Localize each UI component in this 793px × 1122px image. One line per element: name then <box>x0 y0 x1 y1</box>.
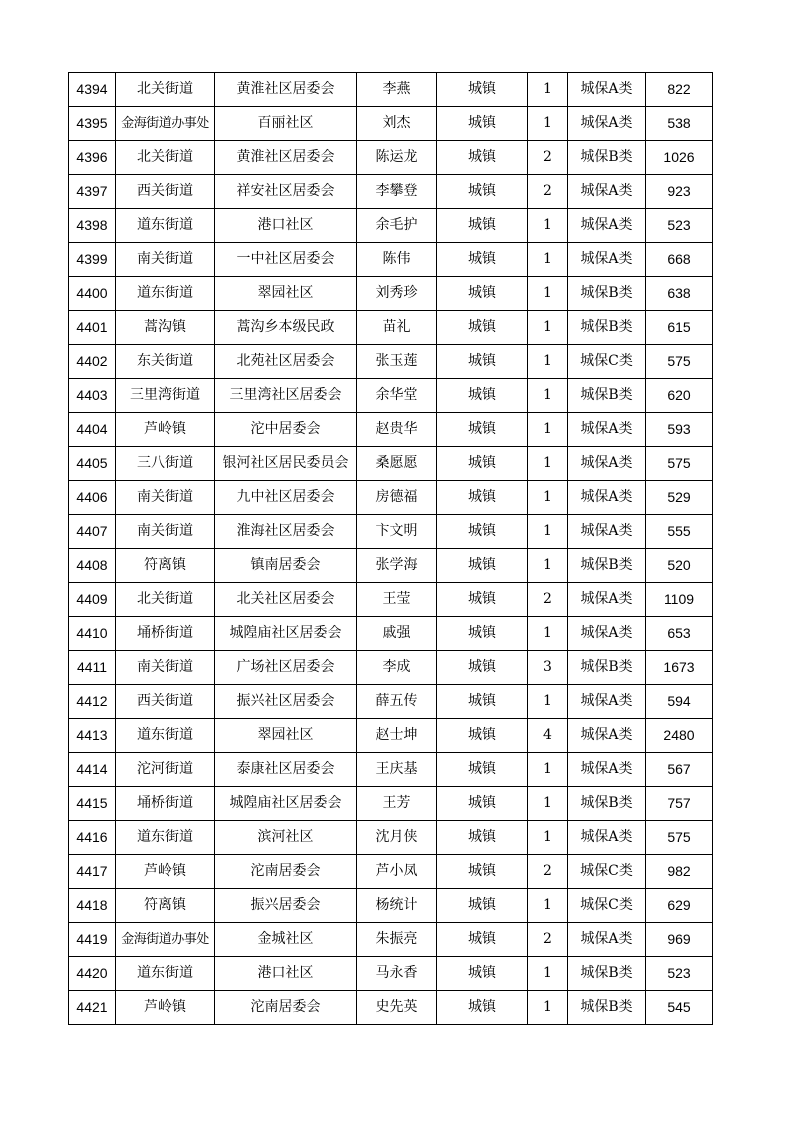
community-cell: 港口社区 <box>215 209 357 243</box>
category-cell: 城保B类 <box>568 311 646 345</box>
person-name-cell: 薛五传 <box>357 685 437 719</box>
table-row <box>69 73 713 107</box>
household-count-cell: 2 <box>528 855 568 889</box>
community-cell: 泰康社区居委会 <box>215 753 357 787</box>
area-type-cell: 城镇 <box>437 957 528 991</box>
row-id-cell: 4408 <box>69 549 116 583</box>
category-cell: 城保A类 <box>568 107 646 141</box>
person-name-cell: 赵士坤 <box>357 719 437 753</box>
person-name-cell: 马永香 <box>357 957 437 991</box>
category-cell: 城保A类 <box>568 413 646 447</box>
table-row <box>69 345 713 379</box>
table-row <box>69 617 713 651</box>
household-count-cell: 2 <box>528 141 568 175</box>
household-count-cell: 1 <box>528 311 568 345</box>
category-cell: 城保A类 <box>568 617 646 651</box>
amount-cell: 575 <box>646 447 713 481</box>
person-name-cell: 桑愿愿 <box>357 447 437 481</box>
category-cell: 城保B类 <box>568 277 646 311</box>
area-type-cell: 城镇 <box>437 889 528 923</box>
row-id-cell: 4420 <box>69 957 116 991</box>
amount-cell: 555 <box>646 515 713 549</box>
table-row <box>69 753 713 787</box>
street-cell: 金海街道办事处 <box>116 923 215 957</box>
row-id-cell: 4410 <box>69 617 116 651</box>
category-cell: 城保B类 <box>568 651 646 685</box>
area-type-cell: 城镇 <box>437 753 528 787</box>
table-row <box>69 311 713 345</box>
area-type-cell: 城镇 <box>437 209 528 243</box>
row-id-cell: 4414 <box>69 753 116 787</box>
street-cell: 埇桥街道 <box>116 617 215 651</box>
household-count-cell: 1 <box>528 447 568 481</box>
amount-cell: 575 <box>646 345 713 379</box>
category-cell: 城保B类 <box>568 549 646 583</box>
community-cell: 一中社区居委会 <box>215 243 357 277</box>
row-id-cell: 4407 <box>69 515 116 549</box>
table-row <box>69 549 713 583</box>
area-type-cell: 城镇 <box>437 447 528 481</box>
row-id-cell: 4409 <box>69 583 116 617</box>
amount-cell: 1673 <box>646 651 713 685</box>
area-type-cell: 城镇 <box>437 73 528 107</box>
street-cell: 南关街道 <box>116 515 215 549</box>
community-cell: 城隍庙社区居委会 <box>215 617 357 651</box>
amount-cell: 593 <box>646 413 713 447</box>
amount-cell: 629 <box>646 889 713 923</box>
street-cell: 西关街道 <box>116 685 215 719</box>
row-id-cell: 4397 <box>69 175 116 209</box>
category-cell: 城保C类 <box>568 345 646 379</box>
street-cell: 道东街道 <box>116 957 215 991</box>
category-cell: 城保A类 <box>568 481 646 515</box>
amount-cell: 1026 <box>646 141 713 175</box>
household-count-cell: 2 <box>528 583 568 617</box>
person-name-cell: 陈伟 <box>357 243 437 277</box>
amount-cell: 653 <box>646 617 713 651</box>
household-count-cell: 1 <box>528 345 568 379</box>
table-row <box>69 923 713 957</box>
street-cell: 三八街道 <box>116 447 215 481</box>
community-cell: 滨河社区 <box>215 821 357 855</box>
street-cell: 芦岭镇 <box>116 855 215 889</box>
amount-cell: 529 <box>646 481 713 515</box>
street-cell: 南关街道 <box>116 481 215 515</box>
area-type-cell: 城镇 <box>437 583 528 617</box>
category-cell: 城保C类 <box>568 889 646 923</box>
row-id-cell: 4417 <box>69 855 116 889</box>
row-id-cell: 4421 <box>69 991 116 1025</box>
street-cell: 道东街道 <box>116 277 215 311</box>
table-row <box>69 243 713 277</box>
community-cell: 三里湾社区居委会 <box>215 379 357 413</box>
category-cell: 城保B类 <box>568 991 646 1025</box>
table-row <box>69 447 713 481</box>
row-id-cell: 4394 <box>69 73 116 107</box>
area-type-cell: 城镇 <box>437 277 528 311</box>
household-count-cell: 1 <box>528 957 568 991</box>
amount-cell: 523 <box>646 957 713 991</box>
amount-cell: 2480 <box>646 719 713 753</box>
table-row <box>69 515 713 549</box>
person-name-cell: 余华堂 <box>357 379 437 413</box>
row-id-cell: 4399 <box>69 243 116 277</box>
table-row <box>69 889 713 923</box>
row-id-cell: 4418 <box>69 889 116 923</box>
category-cell: 城保A类 <box>568 243 646 277</box>
table-row <box>69 209 713 243</box>
street-cell: 埇桥街道 <box>116 787 215 821</box>
street-cell: 北关街道 <box>116 141 215 175</box>
table-row <box>69 787 713 821</box>
community-cell: 振兴社区居委会 <box>215 685 357 719</box>
community-cell: 沱中居委会 <box>215 413 357 447</box>
area-type-cell: 城镇 <box>437 141 528 175</box>
household-count-cell: 1 <box>528 277 568 311</box>
street-cell: 金海街道办事处 <box>116 107 215 141</box>
table-row <box>69 651 713 685</box>
household-count-cell: 1 <box>528 515 568 549</box>
row-id-cell: 4404 <box>69 413 116 447</box>
household-count-cell: 1 <box>528 209 568 243</box>
row-id-cell: 4401 <box>69 311 116 345</box>
community-cell: 沱南居委会 <box>215 855 357 889</box>
row-id-cell: 4400 <box>69 277 116 311</box>
person-name-cell: 李成 <box>357 651 437 685</box>
row-id-cell: 4395 <box>69 107 116 141</box>
person-name-cell: 王芳 <box>357 787 437 821</box>
community-cell: 淮海社区居委会 <box>215 515 357 549</box>
category-cell: 城保A类 <box>568 73 646 107</box>
category-cell: 城保A类 <box>568 923 646 957</box>
household-count-cell: 1 <box>528 889 568 923</box>
street-cell: 符离镇 <box>116 889 215 923</box>
area-type-cell: 城镇 <box>437 617 528 651</box>
amount-cell: 615 <box>646 311 713 345</box>
table-row <box>69 481 713 515</box>
category-cell: 城保A类 <box>568 685 646 719</box>
street-cell: 三里湾街道 <box>116 379 215 413</box>
row-id-cell: 4403 <box>69 379 116 413</box>
amount-cell: 822 <box>646 73 713 107</box>
person-name-cell: 卞文明 <box>357 515 437 549</box>
table-row <box>69 821 713 855</box>
table-row <box>69 957 713 991</box>
amount-cell: 538 <box>646 107 713 141</box>
household-count-cell: 3 <box>528 651 568 685</box>
amount-cell: 638 <box>646 277 713 311</box>
community-cell: 沱南居委会 <box>215 991 357 1025</box>
table-body <box>69 73 713 1025</box>
community-cell: 北关社区居委会 <box>215 583 357 617</box>
row-id-cell: 4413 <box>69 719 116 753</box>
area-type-cell: 城镇 <box>437 719 528 753</box>
row-id-cell: 4396 <box>69 141 116 175</box>
row-id-cell: 4412 <box>69 685 116 719</box>
household-count-cell: 1 <box>528 753 568 787</box>
household-count-cell: 1 <box>528 821 568 855</box>
street-cell: 东关街道 <box>116 345 215 379</box>
community-cell: 蒿沟乡本级民政 <box>215 311 357 345</box>
household-count-cell: 1 <box>528 243 568 277</box>
category-cell: 城保A类 <box>568 175 646 209</box>
person-name-cell: 李燕 <box>357 73 437 107</box>
area-type-cell: 城镇 <box>437 345 528 379</box>
household-count-cell: 1 <box>528 617 568 651</box>
table-row <box>69 413 713 447</box>
street-cell: 道东街道 <box>116 209 215 243</box>
person-name-cell: 张学海 <box>357 549 437 583</box>
person-name-cell: 赵贵华 <box>357 413 437 447</box>
row-id-cell: 4419 <box>69 923 116 957</box>
person-name-cell: 沈月侠 <box>357 821 437 855</box>
community-cell: 镇南居委会 <box>215 549 357 583</box>
area-type-cell: 城镇 <box>437 821 528 855</box>
table-row <box>69 991 713 1025</box>
person-name-cell: 戚强 <box>357 617 437 651</box>
area-type-cell: 城镇 <box>437 515 528 549</box>
person-name-cell: 苗礼 <box>357 311 437 345</box>
person-name-cell: 史先英 <box>357 991 437 1025</box>
person-name-cell: 房德福 <box>357 481 437 515</box>
community-cell: 港口社区 <box>215 957 357 991</box>
person-name-cell: 刘杰 <box>357 107 437 141</box>
street-cell: 符离镇 <box>116 549 215 583</box>
row-id-cell: 4411 <box>69 651 116 685</box>
community-cell: 金城社区 <box>215 923 357 957</box>
row-id-cell: 4416 <box>69 821 116 855</box>
area-type-cell: 城镇 <box>437 413 528 447</box>
street-cell: 道东街道 <box>116 719 215 753</box>
person-name-cell: 王莹 <box>357 583 437 617</box>
amount-cell: 923 <box>646 175 713 209</box>
area-type-cell: 城镇 <box>437 379 528 413</box>
person-name-cell: 刘秀珍 <box>357 277 437 311</box>
category-cell: 城保A类 <box>568 583 646 617</box>
household-count-cell: 2 <box>528 175 568 209</box>
household-count-cell: 1 <box>528 549 568 583</box>
category-cell: 城保B类 <box>568 957 646 991</box>
amount-cell: 523 <box>646 209 713 243</box>
amount-cell: 1109 <box>646 583 713 617</box>
community-cell: 翠园社区 <box>215 719 357 753</box>
category-cell: 城保A类 <box>568 821 646 855</box>
area-type-cell: 城镇 <box>437 107 528 141</box>
household-count-cell: 1 <box>528 413 568 447</box>
table-row <box>69 719 713 753</box>
street-cell: 沱河街道 <box>116 753 215 787</box>
table-row <box>69 855 713 889</box>
category-cell: 城保A类 <box>568 515 646 549</box>
row-id-cell: 4406 <box>69 481 116 515</box>
amount-cell: 982 <box>646 855 713 889</box>
community-cell: 振兴居委会 <box>215 889 357 923</box>
area-type-cell: 城镇 <box>437 481 528 515</box>
street-cell: 芦岭镇 <box>116 413 215 447</box>
street-cell: 道东街道 <box>116 821 215 855</box>
category-cell: 城保B类 <box>568 787 646 821</box>
person-name-cell: 余毛护 <box>357 209 437 243</box>
amount-cell: 757 <box>646 787 713 821</box>
community-cell: 黄淮社区居委会 <box>215 141 357 175</box>
amount-cell: 969 <box>646 923 713 957</box>
area-type-cell: 城镇 <box>437 991 528 1025</box>
community-cell: 城隍庙社区居委会 <box>215 787 357 821</box>
row-id-cell: 4415 <box>69 787 116 821</box>
amount-cell: 594 <box>646 685 713 719</box>
area-type-cell: 城镇 <box>437 175 528 209</box>
street-cell: 南关街道 <box>116 243 215 277</box>
person-name-cell: 朱振亮 <box>357 923 437 957</box>
table-row <box>69 685 713 719</box>
table-row <box>69 277 713 311</box>
household-count-cell: 1 <box>528 107 568 141</box>
area-type-cell: 城镇 <box>437 549 528 583</box>
category-cell: 城保B类 <box>568 141 646 175</box>
area-type-cell: 城镇 <box>437 923 528 957</box>
amount-cell: 520 <box>646 549 713 583</box>
community-cell: 九中社区居委会 <box>215 481 357 515</box>
person-name-cell: 陈运龙 <box>357 141 437 175</box>
street-cell: 北关街道 <box>116 73 215 107</box>
community-cell: 黄淮社区居委会 <box>215 73 357 107</box>
area-type-cell: 城镇 <box>437 243 528 277</box>
category-cell: 城保A类 <box>568 719 646 753</box>
area-type-cell: 城镇 <box>437 855 528 889</box>
person-name-cell: 张玉莲 <box>357 345 437 379</box>
household-count-cell: 1 <box>528 379 568 413</box>
household-count-cell: 1 <box>528 73 568 107</box>
category-cell: 城保A类 <box>568 447 646 481</box>
street-cell: 南关街道 <box>116 651 215 685</box>
category-cell: 城保B类 <box>568 379 646 413</box>
category-cell: 城保A类 <box>568 209 646 243</box>
community-cell: 银河社区居民委员会 <box>215 447 357 481</box>
amount-cell: 668 <box>646 243 713 277</box>
category-cell: 城保C类 <box>568 855 646 889</box>
community-cell: 百丽社区 <box>215 107 357 141</box>
street-cell: 芦岭镇 <box>116 991 215 1025</box>
person-name-cell: 李攀登 <box>357 175 437 209</box>
household-count-cell: 1 <box>528 685 568 719</box>
table-row <box>69 175 713 209</box>
table-row <box>69 141 713 175</box>
household-count-cell: 4 <box>528 719 568 753</box>
amount-cell: 545 <box>646 991 713 1025</box>
category-cell: 城保A类 <box>568 753 646 787</box>
recipient-table <box>68 72 713 1025</box>
amount-cell: 575 <box>646 821 713 855</box>
amount-cell: 620 <box>646 379 713 413</box>
household-count-cell: 1 <box>528 991 568 1025</box>
table-row <box>69 379 713 413</box>
row-id-cell: 4398 <box>69 209 116 243</box>
row-id-cell: 4405 <box>69 447 116 481</box>
table-row <box>69 107 713 141</box>
street-cell: 蒿沟镇 <box>116 311 215 345</box>
person-name-cell: 王庆基 <box>357 753 437 787</box>
street-cell: 北关街道 <box>116 583 215 617</box>
household-count-cell: 1 <box>528 787 568 821</box>
community-cell: 祥安社区居委会 <box>215 175 357 209</box>
area-type-cell: 城镇 <box>437 787 528 821</box>
household-count-cell: 2 <box>528 923 568 957</box>
person-name-cell: 芦小凤 <box>357 855 437 889</box>
community-cell: 翠园社区 <box>215 277 357 311</box>
community-cell: 北苑社区居委会 <box>215 345 357 379</box>
row-id-cell: 4402 <box>69 345 116 379</box>
household-count-cell: 1 <box>528 481 568 515</box>
area-type-cell: 城镇 <box>437 685 528 719</box>
area-type-cell: 城镇 <box>437 311 528 345</box>
street-cell: 西关街道 <box>116 175 215 209</box>
person-name-cell: 杨统计 <box>357 889 437 923</box>
area-type-cell: 城镇 <box>437 651 528 685</box>
community-cell: 广场社区居委会 <box>215 651 357 685</box>
table-row <box>69 583 713 617</box>
amount-cell: 567 <box>646 753 713 787</box>
